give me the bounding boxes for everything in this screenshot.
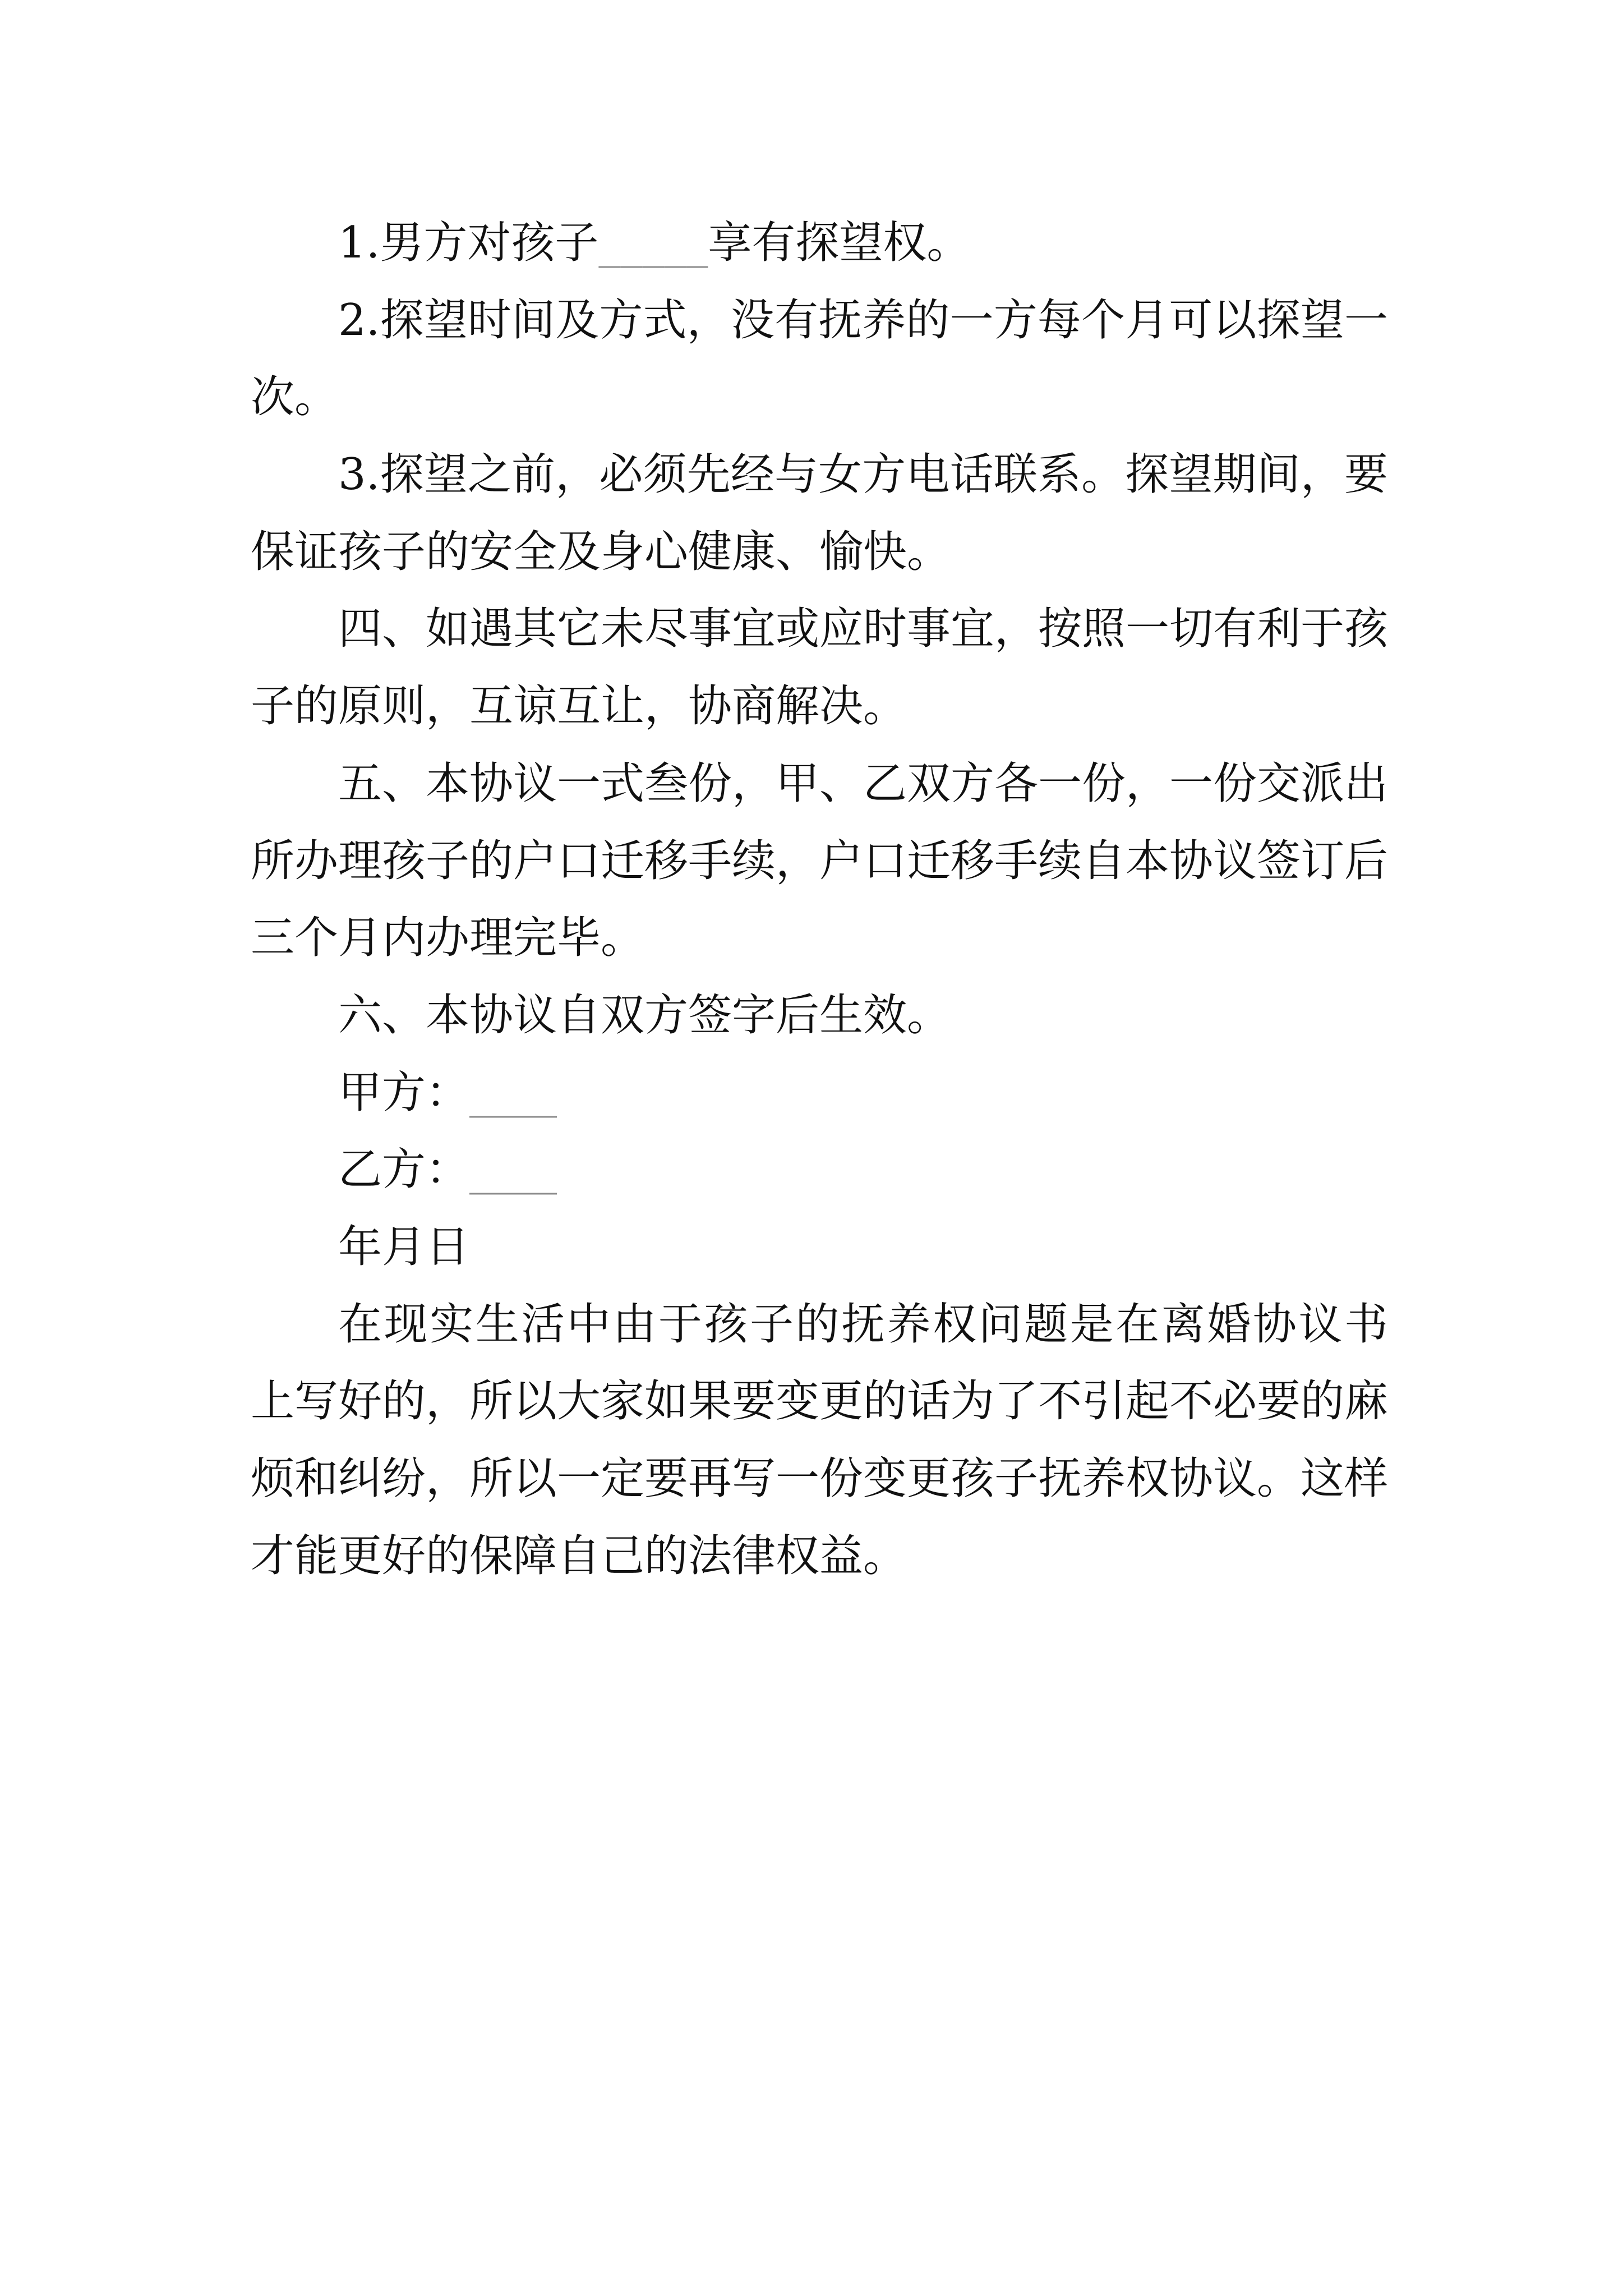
- clause-4-line-2: 子的原则，互谅互让，协商解决。: [251, 681, 907, 732]
- clause-5-line-1: 五、本协议一式叁份，甲、乙双方各一份，一份交派出: [338, 758, 1389, 809]
- commentary-line-3: 烦和纠纷，所以一定要再写一份变更孩子抚养权协议。这样: [251, 1453, 1389, 1504]
- commentary-line-2: 上写好的，所以大家如果要变更的话为了不引起不必要的麻: [251, 1376, 1389, 1427]
- clause-5-line-2: 所办理孩子的户口迁移手续，户口迁移手续自本协议签订后: [251, 835, 1389, 886]
- visitation-item-2-line-1: 2.探望时间及方式，没有抚养的一方每个月可以探望一: [338, 295, 1388, 346]
- visitation-item-1-prefix: 1.男方对孩子: [338, 218, 599, 268]
- visitation-period-blank: _____: [598, 218, 708, 268]
- agreement-body: [251, 205, 1388, 1595]
- commentary-line-4: 才能更好的保障自己的法律权益。: [251, 1530, 907, 1581]
- party-a-blank: ____: [469, 1067, 557, 1118]
- visitation-item-3-line-1: 3.探望之前，必须先经与女方电话联系。探望期间，要: [338, 449, 1388, 500]
- visitation-item-2-line-2: 次。: [251, 372, 339, 423]
- visitation-item-1-suffix: 享有探望权。: [708, 218, 971, 268]
- visitation-item-1: [251, 205, 1388, 282]
- party-b-label: 乙方：: [338, 1144, 470, 1195]
- party-a-label: 甲方：: [338, 1067, 470, 1118]
- commentary-line-1: 在现实生活中由于孩子的抚养权问题是在离婚协议书: [338, 1299, 1388, 1350]
- visitation-item-3-line-2: 保证孩子的安全及身心健康、愉快。: [251, 526, 951, 577]
- party-a-signature: [251, 1055, 1388, 1132]
- party-b-blank: ____: [469, 1144, 557, 1195]
- clause-6: 六、本协议自双方签字后生效。: [338, 990, 951, 1041]
- party-b-signature: [251, 1131, 1388, 1209]
- signature-date: 年月日: [338, 1221, 470, 1272]
- clause-5-line-3: 三个月内办理完毕。: [251, 913, 645, 964]
- clause-4-line-1: 四、如遇其它未尽事宜或应时事宜，按照一切有利于孩: [338, 604, 1389, 655]
